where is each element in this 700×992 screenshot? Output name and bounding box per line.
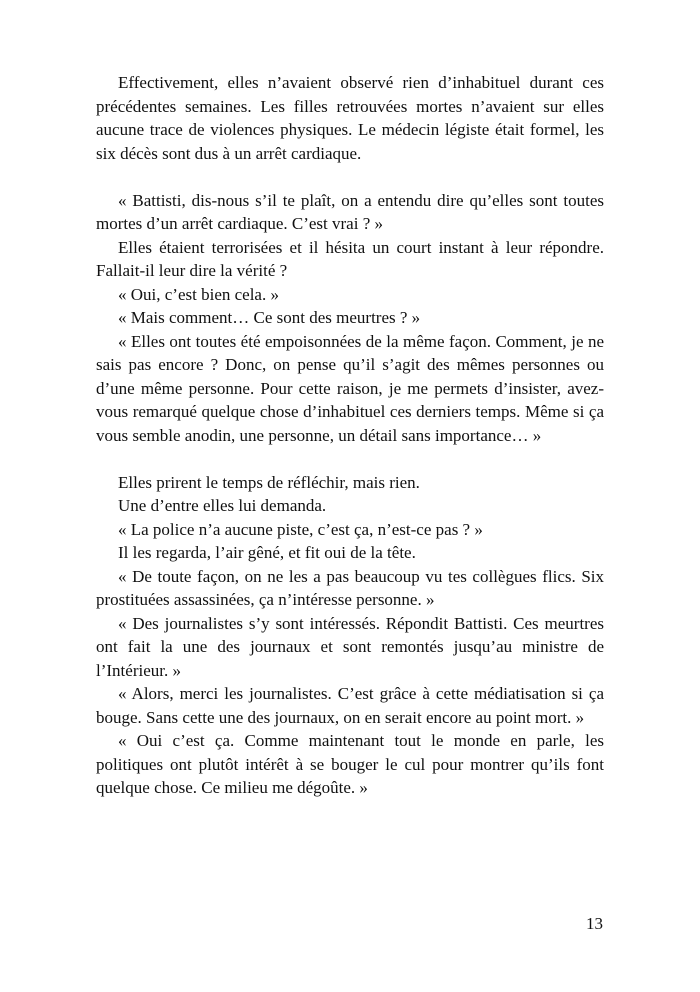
paragraph: « Oui c’est ça. Comme maintenant tout le monde en parle, les politiques ont plutôt intérêt à se bouger le cul pour montrer qu’ils font quelque chose. Ce milieu me dégoûte. » bbox=[96, 731, 604, 797]
page-number: 13 bbox=[586, 914, 603, 933]
paragraph: Effectivement, elles n’avaient observé rien d’inhabituel durant ces précédentes semaines. Les filles retrouvées mortes n’avaient sur elles aucune trace de violences physiques. Le médecin légiste était formel, les six décès sont dus à un arrêt cardiaque. bbox=[96, 73, 604, 163]
paragraph: « Des journalistes s’y sont intéressés. Répondit Battisti. Ces meurtres ont fait la une des journaux et sont remontés jusqu’au ministre de l’Intérieur. » bbox=[96, 613, 604, 680]
page-body bbox=[96, 71, 604, 800]
paragraph: « Battisti, dis-nous s’il te plaît, on a entendu dire qu’elles sont toutes mortes d’un arrêt cardiaque. C’est vrai ? » bbox=[96, 190, 604, 233]
paragraph: « De toute façon, on ne les a pas beaucoup vu tes collègues flics. Six prostituées assassinées, ça n’intéresse personne. » bbox=[96, 566, 604, 609]
paragraph: Il les regarda, l’air gêné, et fit oui de la tête. bbox=[118, 543, 416, 562]
paragraph: « Mais comment… Ce sont des meurtres ? » bbox=[118, 308, 421, 327]
paragraph: Une d’entre elles lui demanda. bbox=[118, 496, 327, 515]
paragraph: Elles prirent le temps de réfléchir, mais rien. bbox=[118, 472, 420, 492]
paragraph: Elles étaient terrorisées et il hésita un court instant à leur répondre. Fallait-il leur dire la vérité ? bbox=[96, 237, 604, 280]
paragraph: « La police n’a aucune piste, c’est ça, n’est-ce pas ? » bbox=[118, 519, 483, 539]
paragraph: « Alors, merci les journalistes. C’est grâce à cette médiatisation si ça bouge. Sans cette une des journaux, on en serait encore au point mort. » bbox=[96, 684, 604, 727]
paragraph: « Elles ont toutes été empoisonnées de la même façon. Comment, je ne sais pas encore ? Donc, on pense qu’il s’agit des mêmes personnes ou d’une même personne. Pour cette raison, je me permets d’insister, avez-vous remarqué quelque chose d’inhabituel ces derniers temps. Même si ça vous semble anodin, une personne, un détail sans importance… » bbox=[96, 331, 604, 445]
paragraph: « Oui, c’est bien cela. » bbox=[118, 284, 279, 304]
